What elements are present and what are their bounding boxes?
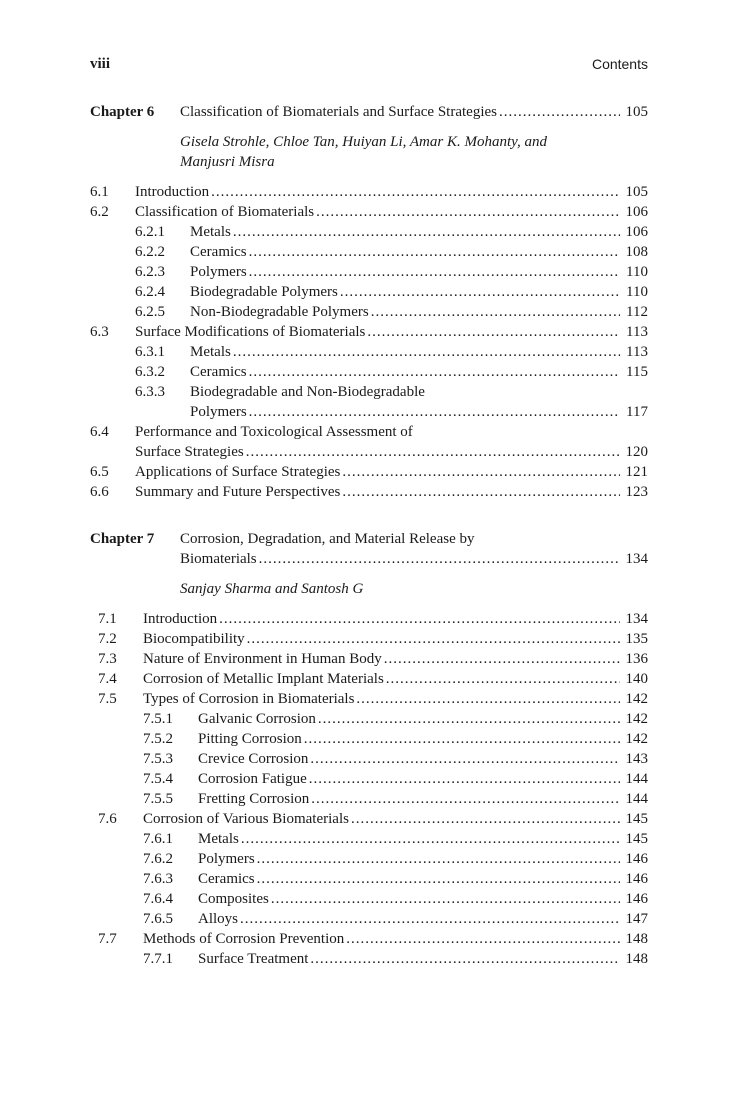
- chapter-label: Chapter 6: [90, 104, 155, 120]
- chapter-authors: Manjusri Misra: [180, 154, 275, 170]
- entry-page: 144: [625, 771, 648, 787]
- leader: [198, 849, 648, 869]
- entry-title: Biomaterials: [180, 551, 257, 567]
- entry-title: Metals: [190, 344, 231, 360]
- section-number: 6.3: [90, 324, 109, 340]
- entry-page: 146: [625, 891, 648, 907]
- entry-title: Surface Modifications of Biomaterials: [135, 324, 366, 340]
- section-number: 7.6.1: [143, 831, 173, 847]
- leader: [135, 182, 648, 202]
- section-number: 6.6: [90, 484, 109, 500]
- leader: [143, 669, 648, 689]
- chapter-label: Chapter 7: [90, 531, 155, 547]
- toc-entry[interactable]: [143, 609, 648, 629]
- section-number: 7.6.2: [143, 851, 173, 867]
- entry-page: 134: [625, 551, 648, 567]
- dot-leader: [271, 889, 620, 909]
- section-number: 7.6: [98, 811, 117, 827]
- entry-title: Summary and Future Perspectives: [135, 484, 341, 500]
- section-number: 7.5.2: [143, 731, 173, 747]
- entry-page: 105: [625, 104, 648, 120]
- entry-title: Ceramics: [198, 871, 255, 887]
- dot-leader: [249, 242, 620, 262]
- entry-page: 110: [626, 264, 648, 280]
- section-number: 7.6.3: [143, 871, 173, 887]
- leader: [143, 809, 648, 829]
- entry-page: 113: [626, 344, 648, 360]
- leader: [180, 549, 648, 569]
- toc-entry[interactable]: [143, 929, 648, 949]
- dot-leader: [233, 342, 620, 362]
- section-number: 7.7: [98, 931, 117, 947]
- entry-title: Corrosion Fatigue: [198, 771, 307, 787]
- leader: [135, 322, 648, 342]
- chapter-authors: Sanjay Sharma and Santosh G: [180, 581, 364, 597]
- chapter-title[interactable]: [180, 102, 648, 122]
- entry-title: Pitting Corrosion: [198, 731, 302, 747]
- leader: [198, 749, 648, 769]
- toc-entry[interactable]: [198, 849, 648, 869]
- section-number: 6.2.3: [135, 264, 165, 280]
- toc-entry[interactable]: [190, 342, 648, 362]
- section-number: 7.6.4: [143, 891, 173, 907]
- section-number: 7.3: [98, 651, 117, 667]
- entry-page: 143: [625, 751, 648, 767]
- leader: [198, 789, 648, 809]
- entry-page: 145: [625, 831, 648, 847]
- entry-title: Types of Corrosion in Biomaterials: [143, 691, 355, 707]
- dot-leader: [309, 769, 620, 789]
- dot-leader: [249, 362, 620, 382]
- entry-page: 106: [625, 204, 648, 220]
- section-number: 7.4: [98, 671, 117, 687]
- entry-page: 112: [626, 304, 648, 320]
- leader: [143, 629, 648, 649]
- dot-leader: [316, 202, 620, 222]
- entry-title: Surface Strategies: [135, 444, 244, 460]
- entry-title: Surface Treatment: [198, 951, 309, 967]
- section-number: 6.2.1: [135, 224, 165, 240]
- leader: [198, 869, 648, 889]
- toc-entry[interactable]: [190, 262, 648, 282]
- entry-page: 105: [625, 184, 648, 200]
- entry-title: Nature of Environment in Human Body: [143, 651, 382, 667]
- dot-leader: [211, 182, 620, 202]
- leader: [198, 949, 648, 969]
- leader: [190, 362, 648, 382]
- entry-title: Crevice Corrosion: [198, 751, 309, 767]
- leader: [143, 689, 648, 709]
- toc-entry[interactable]: [198, 829, 648, 849]
- section-number: 6.2: [90, 204, 109, 220]
- entry-page: 148: [625, 951, 648, 967]
- dot-leader: [310, 749, 620, 769]
- dot-leader: [346, 929, 620, 949]
- entry-page: 117: [626, 404, 648, 420]
- leader: [190, 262, 648, 282]
- entry-title: Classification of Biomaterials and Surface Strategies: [180, 104, 497, 120]
- dot-leader: [384, 649, 620, 669]
- section-number: 6.2.2: [135, 244, 165, 260]
- toc-entry[interactable]: [198, 709, 648, 729]
- toc-entry[interactable]: [135, 322, 648, 342]
- toc-entry[interactable]: [190, 362, 648, 382]
- dot-leader: [257, 849, 620, 869]
- entry-page: 148: [625, 931, 648, 947]
- entry-title: Ceramics: [190, 364, 247, 380]
- entry-title: Polymers: [198, 851, 255, 867]
- section-number: 7.5: [98, 691, 117, 707]
- dot-leader: [342, 462, 620, 482]
- entry-title: Applications of Surface Strategies: [135, 464, 341, 480]
- section-number: 6.5: [90, 464, 109, 480]
- section-number: 7.5.4: [143, 771, 173, 787]
- toc-entry[interactable]: [198, 909, 648, 929]
- entry-page: 144: [625, 791, 648, 807]
- leader: [190, 302, 648, 322]
- section-number: 6.3.2: [135, 364, 165, 380]
- toc-entry[interactable]: [135, 442, 648, 462]
- toc-entry[interactable]: [143, 629, 648, 649]
- toc-entry[interactable]: [198, 949, 648, 969]
- leader: [135, 202, 648, 222]
- section-number: 6.3.3: [135, 384, 165, 400]
- entry-page: 113: [626, 324, 648, 340]
- entry-title: Ceramics: [190, 244, 247, 260]
- toc-entry[interactable]: [198, 869, 648, 889]
- entry-page: 140: [625, 671, 648, 687]
- dot-leader: [246, 442, 620, 462]
- toc-entry[interactable]: [190, 282, 648, 302]
- entry-page: 115: [626, 364, 648, 380]
- dot-leader: [356, 689, 620, 709]
- entry-title: Alloys: [198, 911, 239, 927]
- dot-leader: [340, 282, 620, 302]
- entry-title: Metals: [198, 831, 239, 847]
- entry-page: 142: [625, 731, 648, 747]
- leader: [135, 482, 648, 502]
- entry-title: Biocompatibility: [143, 631, 245, 647]
- dot-leader: [371, 302, 620, 322]
- section-number: 6.3.1: [135, 344, 165, 360]
- dot-leader: [367, 322, 620, 342]
- dot-leader: [219, 609, 620, 629]
- entry-page: 134: [625, 611, 648, 627]
- leader: [190, 242, 648, 262]
- leader: [135, 442, 648, 462]
- dot-leader: [240, 909, 620, 929]
- leader: [190, 342, 648, 362]
- toc-entry[interactable]: [135, 462, 648, 482]
- dot-leader: [386, 669, 620, 689]
- entry-page: 146: [625, 871, 648, 887]
- entry-page: 142: [625, 691, 648, 707]
- entry-title: Biodegradable Polymers: [190, 284, 338, 300]
- dot-leader: [318, 709, 620, 729]
- section-number: 7.5.5: [143, 791, 173, 807]
- toc-entry[interactable]: [190, 222, 648, 242]
- dot-leader: [304, 729, 620, 749]
- leader: [135, 462, 648, 482]
- section-number: 7.1: [98, 611, 117, 627]
- dot-leader: [241, 829, 620, 849]
- leader: [198, 889, 648, 909]
- leader: [190, 222, 648, 242]
- leader: [198, 729, 648, 749]
- entry-page: 146: [625, 851, 648, 867]
- toc-entry[interactable]: [143, 669, 648, 689]
- dot-leader: [249, 262, 620, 282]
- dot-leader: [311, 789, 620, 809]
- entry-page: 145: [625, 811, 648, 827]
- toc-entry[interactable]: [198, 789, 648, 809]
- entry-title: Classification of Biomaterials: [135, 204, 315, 220]
- toc-entry[interactable]: [143, 689, 648, 709]
- entry-page: 120: [625, 444, 648, 460]
- dot-leader: [342, 482, 620, 502]
- section-number: 7.2: [98, 631, 117, 647]
- chapter-authors: Gisela Strohle, Chloe Tan, Huiyan Li, Amar K. Mohanty, and: [180, 134, 547, 150]
- section-number: 6.2.4: [135, 284, 165, 300]
- entry-title: Methods of Corrosion Prevention: [143, 931, 345, 947]
- toc-entry[interactable]: [190, 302, 648, 322]
- entry-page: 142: [625, 711, 648, 727]
- section-title-line: Performance and Toxicological Assessment of: [135, 424, 413, 440]
- dot-leader: [233, 222, 620, 242]
- dot-leader: [257, 869, 620, 889]
- entry-title: Polymers: [190, 264, 247, 280]
- leader: [198, 909, 648, 929]
- dot-leader: [247, 629, 620, 649]
- entry-page: 108: [625, 244, 648, 260]
- dot-leader: [249, 402, 620, 422]
- toc-entry[interactable]: [190, 402, 648, 422]
- leader: [198, 769, 648, 789]
- section-number: 7.5.1: [143, 711, 173, 727]
- leader: [198, 829, 648, 849]
- toc-entry[interactable]: [135, 202, 648, 222]
- toc-entry[interactable]: [198, 889, 648, 909]
- leader: [143, 609, 648, 629]
- entry-page: 136: [625, 651, 648, 667]
- dot-leader: [499, 102, 620, 122]
- page-number: viii: [90, 56, 111, 72]
- entry-page: 123: [625, 484, 648, 500]
- toc-entry[interactable]: [198, 729, 648, 749]
- section-number: 6.1: [90, 184, 109, 200]
- leader: [198, 709, 648, 729]
- toc-entry[interactable]: [135, 482, 648, 502]
- entry-title: Polymers: [190, 404, 247, 420]
- section-number: 7.5.3: [143, 751, 173, 767]
- entry-title: Fretting Corrosion: [198, 791, 310, 807]
- entry-title: Non-Biodegradable Polymers: [190, 304, 369, 320]
- toc-entry[interactable]: [198, 769, 648, 789]
- running-title: Contents: [591, 56, 648, 72]
- entry-title: Corrosion of Metallic Implant Materials: [143, 671, 384, 687]
- entry-title: Corrosion of Various Biomaterials: [143, 811, 349, 827]
- entry-page: 110: [626, 284, 648, 300]
- entry-title: Introduction: [143, 611, 218, 627]
- toc-entry[interactable]: [143, 809, 648, 829]
- chapter-title[interactable]: [180, 549, 648, 569]
- leader: [190, 282, 648, 302]
- section-number: 7.6.5: [143, 911, 173, 927]
- toc-entry[interactable]: [198, 749, 648, 769]
- entry-page: 121: [625, 464, 648, 480]
- leader: [180, 102, 648, 122]
- entry-page: 135: [625, 631, 648, 647]
- leader: [143, 929, 648, 949]
- chapter-title-line: Corrosion, Degradation, and Material Release by: [180, 531, 475, 547]
- leader: [190, 402, 648, 422]
- entry-title: Metals: [190, 224, 231, 240]
- entry-page: 147: [625, 911, 648, 927]
- entry-title: Composites: [198, 891, 269, 907]
- running-header: [90, 56, 648, 76]
- entry-title: Introduction: [135, 184, 210, 200]
- entry-title: Galvanic Corrosion: [198, 711, 316, 727]
- section-number: 6.4: [90, 424, 109, 440]
- toc-entry[interactable]: [135, 182, 648, 202]
- entry-page: 106: [625, 224, 648, 240]
- dot-leader: [310, 949, 620, 969]
- section-title-line: Biodegradable and Non-Biodegradable: [190, 384, 425, 400]
- dot-leader: [259, 549, 620, 569]
- toc-entry[interactable]: [190, 242, 648, 262]
- dot-leader: [351, 809, 620, 829]
- section-number: 7.7.1: [143, 951, 173, 967]
- toc-entry[interactable]: [143, 649, 648, 669]
- leader: [143, 649, 648, 669]
- section-number: 6.2.5: [135, 304, 165, 320]
